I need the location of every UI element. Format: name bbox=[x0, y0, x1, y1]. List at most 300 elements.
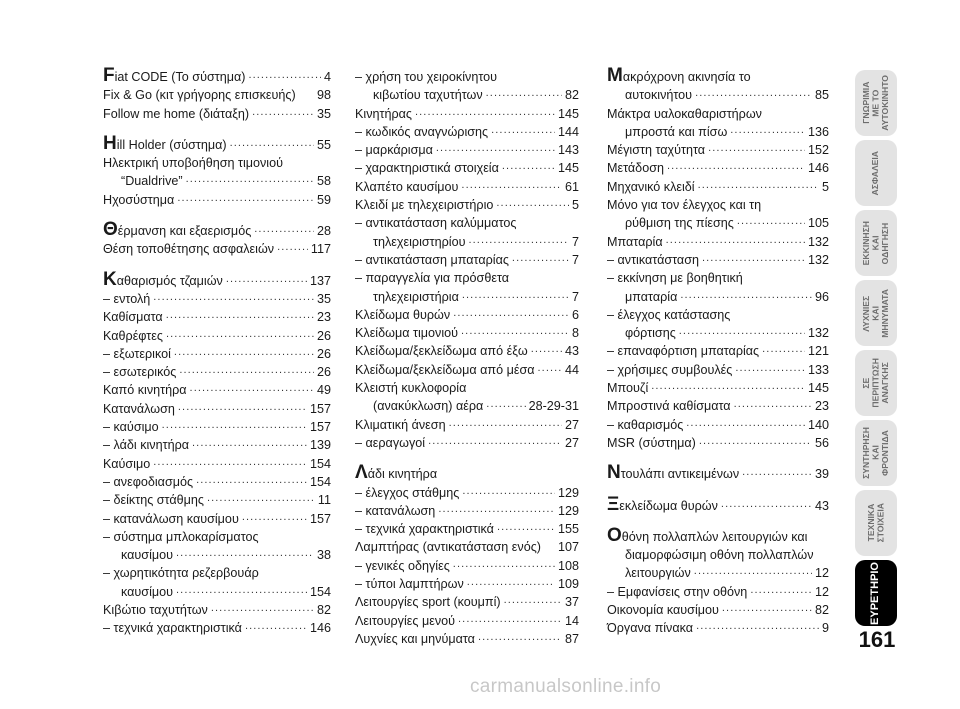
dot-leader bbox=[277, 240, 308, 253]
entry-page-number: 59 bbox=[316, 192, 331, 207]
entry-text: – λάδι κινητήρα bbox=[103, 438, 190, 453]
index-entry bbox=[103, 86, 331, 104]
dot-leader bbox=[686, 416, 805, 429]
entry-page-number: 145 bbox=[557, 106, 579, 121]
entry-text: “Dualdrive” bbox=[121, 174, 183, 189]
entry-text-line: διαμορφώσιμη οθόνη πολλαπλών bbox=[625, 548, 814, 563]
entry-text: Κλείδωμα τιμονιού bbox=[355, 326, 459, 341]
chapter-tab-label: ΑΣΦΑΛΕΙΑ bbox=[870, 150, 881, 196]
index-entry bbox=[355, 434, 579, 452]
chapter-tab-label: ΣΕ ΠΕΡΙΠΤΩΣΗ ΑΝΑΓΚΗΣ bbox=[860, 358, 890, 408]
entry-text-line: – παραγγελία για πρόσθετα bbox=[355, 271, 510, 286]
index-entry bbox=[607, 361, 829, 379]
chapter-tab-label: ΛΥΧΝΙΕΣ ΚΑΙ ΜΗΝΥΜΑΤΑ bbox=[860, 288, 890, 338]
dot-leader bbox=[192, 436, 307, 449]
entry-page-number: 129 bbox=[557, 503, 579, 518]
entry-text: – καθαρισμός bbox=[607, 417, 684, 432]
entry-text: φόρτισης bbox=[625, 326, 676, 341]
dot-leader bbox=[502, 159, 555, 172]
index-entry bbox=[607, 269, 829, 306]
entry-text: Μπουζί bbox=[607, 381, 649, 396]
index-entry bbox=[103, 308, 331, 326]
dot-leader bbox=[737, 214, 805, 227]
index-entry bbox=[607, 416, 829, 434]
entry-page-number: 132 bbox=[807, 252, 829, 267]
dot-leader bbox=[458, 612, 562, 625]
entry-text: καυσίμου bbox=[121, 548, 174, 563]
index-entry bbox=[607, 196, 829, 233]
entry-page-number: 6 bbox=[571, 307, 579, 322]
dot-leader bbox=[461, 324, 569, 337]
dot-leader bbox=[153, 290, 314, 303]
dot-leader bbox=[179, 363, 314, 376]
dot-leader bbox=[254, 222, 314, 235]
entry-page-number: 107 bbox=[557, 540, 579, 555]
dot-leader bbox=[449, 416, 562, 429]
entry-text: Follow me home (διάταξη) bbox=[103, 106, 250, 121]
entry-page-number: 144 bbox=[557, 124, 579, 139]
entry-text: MSR (σύστημα) bbox=[607, 435, 696, 450]
entry-page-number: 35 bbox=[316, 291, 331, 306]
entry-text: Κλείδωμα/ξεκλείδωμα από έξω bbox=[355, 344, 528, 359]
dot-leader bbox=[178, 400, 307, 413]
entry-page-number: 139 bbox=[309, 438, 331, 453]
dot-leader bbox=[186, 172, 314, 185]
entry-text: – κατανάλωση καυσίμου bbox=[103, 511, 239, 526]
index-entry bbox=[103, 105, 331, 123]
entry-text: αυτοκινήτου bbox=[625, 88, 693, 103]
index-entry bbox=[355, 416, 579, 434]
index-entry bbox=[607, 306, 829, 343]
entry-text-line: Μόνο για τον έλεγχος και τη bbox=[607, 198, 762, 213]
entry-text: – γενικές οδηγίες bbox=[355, 558, 450, 573]
index-entry bbox=[103, 473, 331, 491]
index-entry bbox=[103, 290, 331, 308]
entry-text: – αντικατάσταση μπαταρίας bbox=[355, 252, 509, 267]
dot-leader bbox=[730, 123, 805, 136]
entry-initial-letter: F bbox=[103, 65, 115, 86]
entry-text: – εσωτερικός bbox=[103, 365, 177, 380]
index-entry bbox=[355, 520, 579, 538]
entry-initial-letter: M bbox=[607, 65, 623, 86]
entry-text-line: – σύστημα μπλοκαρίσματος bbox=[103, 529, 259, 544]
dot-leader bbox=[666, 233, 805, 246]
index-entry bbox=[355, 105, 579, 123]
index-column-1 bbox=[103, 65, 331, 638]
dot-leader bbox=[166, 308, 314, 321]
watermark: carmanualsonline.info bbox=[470, 676, 662, 697]
dot-leader bbox=[734, 397, 812, 410]
entry-text: Λειτουργίες μενού bbox=[355, 613, 456, 628]
dot-leader bbox=[478, 630, 562, 643]
entry-text: – δείκτης στάθμης bbox=[103, 493, 204, 508]
index-entry bbox=[103, 65, 331, 86]
dot-leader bbox=[162, 418, 307, 431]
entry-page-number: 27 bbox=[564, 435, 579, 450]
dot-leader bbox=[230, 136, 314, 149]
dot-leader bbox=[211, 601, 314, 614]
index-entry bbox=[355, 361, 579, 379]
entry-text: – μαρκάρισμα bbox=[355, 143, 433, 158]
index-entry bbox=[355, 306, 579, 324]
index-entry bbox=[103, 132, 331, 154]
entry-page-number: 137 bbox=[309, 273, 331, 288]
entry-text: Κλειδί με τηλεχειριστήριο bbox=[355, 198, 494, 213]
dot-leader bbox=[695, 86, 812, 99]
entry-text-line: – έλεγχος κατάστασης bbox=[607, 307, 731, 322]
index-entry bbox=[103, 601, 331, 619]
entry-page-number: 117 bbox=[310, 242, 331, 257]
entry-page-number: 23 bbox=[814, 399, 829, 414]
dot-leader bbox=[252, 105, 314, 118]
entry-text: Κλείδωμα θυρών bbox=[355, 307, 451, 322]
entry-page-number: 152 bbox=[807, 143, 829, 158]
entry-page-number: 35 bbox=[316, 106, 331, 121]
dot-leader bbox=[486, 86, 562, 99]
dot-leader bbox=[245, 619, 307, 632]
entry-page-number: 49 bbox=[316, 383, 331, 398]
entry-text-line: Ηλεκτρική υποβοήθηση τιμονιού bbox=[103, 156, 283, 171]
entry-page-number: 61 bbox=[564, 179, 579, 194]
entry-page-number: 12 bbox=[814, 584, 829, 599]
entry-text-line: θόνη πολλαπλών λειτουργιών και bbox=[621, 529, 808, 544]
index-entry bbox=[355, 123, 579, 141]
entry-page-number: 105 bbox=[807, 216, 829, 231]
index-entry bbox=[103, 268, 331, 290]
index-entry bbox=[355, 214, 579, 251]
index-entry bbox=[607, 178, 829, 196]
entry-page-number: 145 bbox=[557, 161, 579, 176]
chapter-tab-label: ΕΥΡΕΤΗΡΙΟ bbox=[869, 561, 882, 625]
entry-text: Ηχοσύστημα bbox=[103, 192, 175, 207]
dot-leader bbox=[207, 491, 315, 504]
index-entry bbox=[355, 269, 579, 306]
entry-page-number: 37 bbox=[564, 595, 579, 610]
entry-text: λειτουργιών bbox=[625, 566, 691, 581]
dot-leader bbox=[531, 342, 562, 355]
entry-text: – αντικατάσταση bbox=[607, 252, 699, 267]
dot-leader bbox=[166, 327, 314, 340]
index-entry bbox=[103, 510, 331, 528]
entry-page-number: 98 bbox=[316, 88, 331, 103]
entry-text: Κατανάλωση bbox=[103, 401, 175, 416]
index-entry bbox=[355, 178, 579, 196]
entry-page-number: 43 bbox=[564, 344, 579, 359]
entry-text: – τεχνικά χαρακτηριστικά bbox=[355, 522, 494, 537]
dot-leader bbox=[694, 564, 812, 577]
entry-page-number: 132 bbox=[807, 326, 829, 341]
entry-text: έρμανση και εξαερισμός bbox=[117, 224, 252, 239]
index-entry bbox=[103, 400, 331, 418]
entry-page-number: 145 bbox=[807, 381, 829, 396]
entry-text: Κλείδωμα/ξεκλείδωμα από μέσα bbox=[355, 362, 535, 377]
entry-text: – επαναφόρτιση μπαταρίας bbox=[607, 344, 760, 359]
entry-page-number: 12 bbox=[814, 566, 829, 581]
entry-page-number: 39 bbox=[814, 467, 829, 482]
index-entry bbox=[103, 436, 331, 454]
dot-leader bbox=[196, 473, 307, 486]
entry-page-number: 143 bbox=[557, 143, 579, 158]
entry-text: – Εμφανίσεις στην οθόνη bbox=[607, 584, 748, 599]
entry-text-line: – αντικατάσταση καλύμματος bbox=[355, 216, 517, 231]
entry-page-number: 96 bbox=[814, 289, 829, 304]
chapter-tab[interactable] bbox=[855, 560, 897, 626]
dot-leader bbox=[176, 583, 307, 596]
entry-text: – κατανάλωση bbox=[355, 503, 436, 518]
entry-text: Μηχανικό κλειδί bbox=[607, 179, 695, 194]
entry-initial-letter: Θ bbox=[103, 219, 118, 241]
index-entry bbox=[103, 240, 331, 258]
index-entry bbox=[103, 327, 331, 345]
dot-leader bbox=[190, 381, 314, 394]
entry-text: κιβωτίου ταχυτήτων bbox=[373, 88, 483, 103]
index-entry bbox=[355, 68, 579, 105]
entry-text: Καπό κινητήρα bbox=[103, 383, 187, 398]
index-entry bbox=[607, 105, 829, 142]
index-entry bbox=[355, 557, 579, 575]
dot-leader bbox=[248, 68, 321, 81]
index-entry bbox=[607, 462, 829, 484]
entry-page-number: 11 bbox=[317, 493, 331, 508]
dot-leader bbox=[699, 434, 812, 447]
dot-leader bbox=[177, 191, 314, 204]
dot-leader bbox=[497, 520, 555, 533]
entry-initial-letter: Ξ bbox=[607, 493, 620, 515]
dot-leader bbox=[467, 575, 555, 588]
entry-text: Κλαπέτο καυσίμου bbox=[355, 179, 459, 194]
index-entry bbox=[607, 159, 829, 177]
entry-text: Μπροστινά καθίσματα bbox=[607, 399, 731, 414]
entry-page-number: 7 bbox=[571, 289, 579, 304]
entry-page-number: 43 bbox=[814, 498, 829, 513]
index-entry bbox=[607, 434, 829, 452]
dot-leader bbox=[468, 233, 569, 246]
index-entry bbox=[355, 630, 579, 648]
entry-page-number: 28 bbox=[316, 224, 331, 239]
entry-initial-letter: O bbox=[607, 524, 622, 546]
entry-text: – κωδικός αναγνώρισης bbox=[355, 124, 489, 139]
dot-leader bbox=[708, 141, 805, 154]
index-entry bbox=[607, 379, 829, 397]
chapter-tab[interactable] bbox=[855, 490, 897, 556]
entry-text: καυσίμου bbox=[121, 584, 174, 599]
entry-initial-letter: K bbox=[103, 268, 117, 290]
entry-page-number: 9 bbox=[821, 621, 829, 636]
entry-text: Κιβώτιο ταχυτήτων bbox=[103, 603, 208, 618]
index-entry bbox=[103, 418, 331, 436]
entry-page-number: 133 bbox=[807, 362, 829, 377]
dot-leader bbox=[721, 497, 812, 510]
entry-text: άδι κινητήρα bbox=[367, 467, 438, 482]
entry-text: Λυχνίες και μηνύματα bbox=[355, 631, 475, 646]
entry-page-number: 7 bbox=[571, 234, 579, 249]
entry-page-number: 108 bbox=[557, 558, 579, 573]
chapter-tab-label: ΤΕΧΝΙΚΑ ΣΤΟΙΧΕΙΑ bbox=[865, 503, 885, 543]
entry-text: τηλεχειριστηρίου bbox=[373, 234, 466, 249]
dot-leader bbox=[735, 361, 805, 374]
index-entry bbox=[103, 491, 331, 509]
dot-leader bbox=[174, 345, 314, 358]
dot-leader bbox=[242, 510, 307, 523]
index-column-3 bbox=[607, 65, 829, 638]
index-entry bbox=[607, 583, 829, 601]
entry-page-number: 14 bbox=[564, 613, 579, 628]
chapter-tab[interactable] bbox=[855, 140, 897, 206]
index-entry bbox=[607, 524, 829, 583]
index-entry bbox=[103, 345, 331, 363]
chapter-tab[interactable] bbox=[855, 70, 897, 136]
entry-page-number: 82 bbox=[316, 603, 331, 618]
entry-page-number: 8 bbox=[571, 326, 579, 341]
entry-page-number: 5 bbox=[821, 179, 829, 194]
entry-text: – εξωτερικοί bbox=[103, 346, 171, 361]
index-entry bbox=[607, 65, 829, 105]
index-entry bbox=[607, 397, 829, 415]
entry-text: (ανακύκλωση) αέρα bbox=[373, 399, 484, 414]
index-entry bbox=[355, 593, 579, 611]
index-entry bbox=[103, 363, 331, 381]
chapter-tabs bbox=[855, 70, 897, 630]
entry-text: Fix & Go (κιτ γρήγορης επισκευής) bbox=[103, 88, 296, 103]
entry-page-number: 157 bbox=[309, 401, 331, 416]
entry-text: – καύσιμο bbox=[103, 420, 159, 435]
entry-page-number: 55 bbox=[316, 137, 331, 152]
entry-page-number: 5 bbox=[571, 198, 579, 213]
index-column-2 bbox=[355, 68, 579, 648]
entry-page-number: 140 bbox=[807, 417, 829, 432]
index-entry bbox=[607, 619, 829, 637]
index-entry bbox=[355, 141, 579, 159]
entry-text: – αεραγωγοί bbox=[355, 435, 426, 450]
dot-leader bbox=[176, 546, 314, 559]
entry-page-number: 109 bbox=[557, 577, 579, 592]
entry-page-number: 155 bbox=[557, 522, 579, 537]
dot-leader bbox=[742, 465, 812, 478]
dot-leader bbox=[491, 123, 555, 136]
index-entry bbox=[103, 154, 331, 191]
entry-page-number: 4 bbox=[323, 70, 331, 84]
index-entry bbox=[607, 251, 829, 269]
index-entry bbox=[355, 538, 579, 556]
entry-text: τηλεχειριστήρια bbox=[373, 289, 459, 304]
entry-text: – τύποι λαμπτήρων bbox=[355, 577, 464, 592]
chapter-tab[interactable] bbox=[855, 350, 897, 416]
dot-leader bbox=[504, 593, 562, 606]
dot-leader bbox=[462, 288, 569, 301]
index-entry bbox=[103, 219, 331, 241]
entry-page-number: 129 bbox=[557, 485, 579, 500]
entry-initial-letter: Λ bbox=[355, 462, 368, 484]
dot-leader bbox=[698, 178, 819, 191]
entry-page-number: 7 bbox=[571, 252, 579, 267]
entry-page-number: 121 bbox=[807, 344, 829, 359]
dot-leader bbox=[226, 272, 307, 285]
chapter-tab-label: ΓΝΩΡΙΜΙΑ ΜΕ ΤΟ ΑΥΤΟΚΙΝΗΤΟ bbox=[860, 75, 890, 131]
entry-text: Καύσιμο bbox=[103, 456, 151, 471]
dot-leader bbox=[453, 306, 569, 319]
chapter-tab[interactable] bbox=[855, 210, 897, 276]
entry-page-number: 23 bbox=[316, 310, 331, 325]
entry-page-number: 85 bbox=[814, 88, 829, 103]
entry-text: μπροστά και πίσω bbox=[625, 124, 728, 139]
index-entry bbox=[103, 528, 331, 565]
entry-text: ρύθμιση της πίεσης bbox=[625, 216, 734, 231]
dot-leader bbox=[667, 159, 805, 172]
chapter-tab[interactable] bbox=[855, 420, 897, 486]
chapter-tab-label: ΕΚΚΙΝΗΣΗ ΚΑΙ ΟΔΗΓΗΣΗ bbox=[860, 220, 890, 266]
dot-leader bbox=[453, 557, 555, 570]
entry-page-number: 157 bbox=[309, 420, 331, 435]
entry-text: Οικονομία καυσίμου bbox=[607, 603, 719, 618]
dot-leader bbox=[680, 288, 812, 301]
index-entry bbox=[355, 251, 579, 269]
dot-leader bbox=[438, 502, 555, 515]
entry-page-number: 146 bbox=[309, 621, 331, 636]
dot-leader bbox=[512, 251, 569, 264]
entry-page-number: 154 bbox=[309, 584, 331, 599]
entry-page-number: 87 bbox=[564, 631, 579, 646]
index-entry bbox=[355, 196, 579, 214]
dot-leader bbox=[651, 379, 805, 392]
entry-text: Θέση τοποθέτησης ασφαλειών bbox=[103, 242, 275, 257]
entry-text: iat CODE (Το σύστημα) bbox=[114, 70, 246, 84]
entry-text-line: Μάκτρα υαλοκαθαριστήρων bbox=[607, 106, 762, 121]
entry-page-number: 82 bbox=[564, 88, 579, 103]
page-number: 161 bbox=[858, 627, 896, 652]
entry-text: μπαταρία bbox=[625, 289, 678, 304]
entry-page-number: 56 bbox=[814, 435, 829, 450]
entry-text: Μπαταρία bbox=[607, 234, 663, 249]
entry-text: – εντολή bbox=[103, 291, 151, 306]
dot-leader bbox=[696, 619, 819, 632]
index-entry bbox=[103, 619, 331, 637]
index-entry bbox=[607, 342, 829, 360]
dot-leader bbox=[462, 484, 555, 497]
index-entry bbox=[355, 484, 579, 502]
index-entry bbox=[355, 159, 579, 177]
index-entry bbox=[103, 381, 331, 399]
entry-text-line: ακρόχρονη ακινησία το bbox=[622, 70, 751, 84]
entry-text-line: Κλειστή κυκλοφορία bbox=[355, 381, 467, 396]
dot-leader bbox=[702, 251, 805, 264]
index-entry bbox=[103, 564, 331, 601]
dot-leader bbox=[722, 601, 812, 614]
entry-page-number: 154 bbox=[309, 456, 331, 471]
index-entry bbox=[103, 455, 331, 473]
index-entry bbox=[103, 191, 331, 209]
index-entry bbox=[355, 575, 579, 593]
dot-leader bbox=[153, 455, 307, 468]
entry-text: Καθίσματα bbox=[103, 310, 163, 325]
index-entry bbox=[355, 342, 579, 360]
entry-page-number: 26 bbox=[316, 346, 331, 361]
entry-page-number: 38 bbox=[316, 548, 331, 563]
dot-leader bbox=[538, 361, 562, 374]
dot-leader bbox=[428, 434, 562, 447]
entry-page-number: 44 bbox=[564, 362, 579, 377]
entry-page-number: 82 bbox=[814, 603, 829, 618]
chapter-tab[interactable] bbox=[855, 280, 897, 346]
entry-text: Λαμπτήρας (αντικατάσταση ενός) bbox=[355, 540, 541, 555]
entry-text-line: – εκκίνηση με βοηθητική bbox=[607, 271, 743, 286]
entry-text-line: – χρήση του χειροκίνητου bbox=[355, 70, 498, 84]
entry-page-number: 136 bbox=[807, 124, 829, 139]
entry-text: Καθρέφτες bbox=[103, 328, 163, 343]
entry-text: Κινητήρας bbox=[355, 106, 412, 121]
index-entry bbox=[355, 324, 579, 342]
entry-page-number: 58 bbox=[316, 174, 331, 189]
dot-leader bbox=[461, 178, 562, 191]
